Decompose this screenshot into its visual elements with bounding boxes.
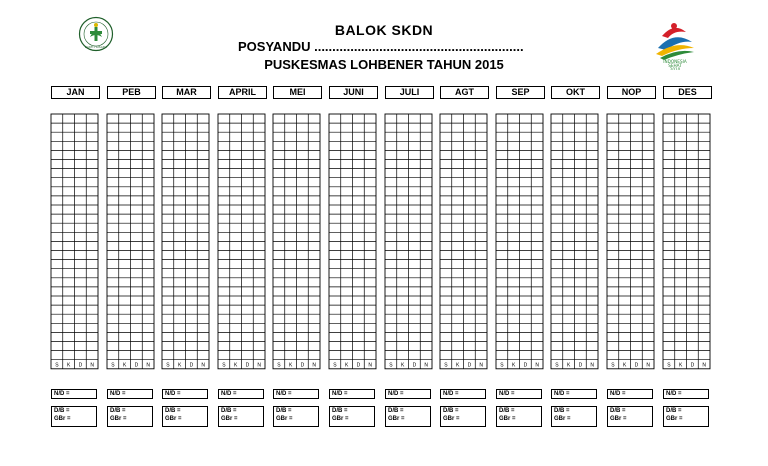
skdn-label: K: [566, 362, 571, 369]
skdn-label: S: [277, 362, 281, 369]
month-grid-jan: [51, 114, 98, 369]
nd-field: N/D =: [496, 389, 542, 399]
skdn-label: K: [344, 362, 349, 369]
skdn-label: D: [467, 362, 472, 369]
skdn-label: S: [667, 362, 671, 369]
nd-field: N/D =: [273, 389, 319, 399]
db-label: D/B =: [54, 408, 70, 414]
skdn-label: N: [479, 362, 483, 369]
gbr-label: GBr =: [221, 416, 238, 422]
month-grid-sep: [496, 114, 543, 369]
db-label: D/B =: [110, 408, 126, 414]
month-header-mar: MAR: [162, 86, 211, 99]
nd-field: N/D =: [385, 389, 431, 399]
document-subtitle: PUSKESMAS LOHBENER TAHUN 2015: [264, 57, 504, 72]
skdn-label: D: [356, 362, 361, 369]
month-header-peb: PEB: [107, 86, 156, 99]
gbr-label: GBr =: [165, 416, 182, 422]
skdn-label: K: [233, 362, 238, 369]
month-grid-mar: [162, 114, 209, 369]
gbr-label: GBr =: [332, 416, 349, 422]
svg-text:INDONESIA: INDONESIA: [663, 59, 687, 64]
month-grid-nop: [607, 114, 654, 369]
skdn-label: D: [134, 362, 139, 369]
month-grid-juli: [385, 114, 432, 369]
nd-field: N/D =: [329, 389, 375, 399]
skdn-label: K: [66, 362, 71, 369]
skdn-label: S: [222, 362, 226, 369]
nd-field: N/D =: [440, 389, 486, 399]
month-header-des: DES: [663, 86, 712, 99]
month-header-juli: JULI: [385, 86, 434, 99]
skdn-label: N: [257, 362, 261, 369]
gbr-label: GBr =: [388, 416, 405, 422]
skdn-label: S: [555, 362, 559, 369]
month-header-agt: AGT: [440, 86, 489, 99]
gbr-label: GBr =: [54, 416, 71, 422]
db-label: D/B =: [221, 408, 237, 414]
db-label: D/B =: [554, 408, 570, 414]
skdn-label: N: [146, 362, 150, 369]
month-grid-okt: [551, 114, 598, 369]
month-header-mei: MEI: [273, 86, 322, 99]
month-header-sep: SEP: [496, 86, 545, 99]
nd-field: N/D =: [162, 389, 208, 399]
month-grid-des: [663, 114, 710, 369]
skdn-label: S: [500, 362, 504, 369]
month-grid-agt: [440, 114, 487, 369]
gbr-label: GBr =: [443, 416, 460, 422]
skdn-label: S: [389, 362, 393, 369]
month-header-jan: JAN: [51, 86, 100, 99]
nd-field: N/D =: [51, 389, 97, 399]
posyandu-line: POSYANDU ..........................................................: [238, 39, 524, 54]
svg-text:2010: 2010: [669, 67, 681, 70]
skdn-label: N: [535, 362, 539, 369]
skdn-label: D: [523, 362, 528, 369]
skdn-label: S: [611, 362, 615, 369]
gbr-label: GBr =: [110, 416, 127, 422]
skdn-label: N: [368, 362, 372, 369]
db-label: D/B =: [666, 408, 682, 414]
skdn-label: N: [201, 362, 205, 369]
skdn-label: K: [400, 362, 405, 369]
skdn-label: S: [166, 362, 170, 369]
skdn-label: N: [590, 362, 594, 369]
skdn-label: D: [189, 362, 194, 369]
skdn-label: D: [578, 362, 583, 369]
skdn-label: N: [702, 362, 706, 369]
skdn-label: S: [111, 362, 115, 369]
nd-field: N/D =: [107, 389, 153, 399]
skdn-label: S: [333, 362, 337, 369]
nd-field: N/D =: [551, 389, 597, 399]
month-header-okt: OKT: [551, 86, 600, 99]
skdn-label: K: [288, 362, 293, 369]
month-grid-peb: [107, 114, 154, 369]
skdn-label: K: [678, 362, 683, 369]
nd-field: N/D =: [218, 389, 264, 399]
db-label: D/B =: [388, 408, 404, 414]
skdn-label: K: [177, 362, 182, 369]
skdn-label: D: [690, 362, 695, 369]
skdn-label: D: [300, 362, 305, 369]
db-label: D/B =: [165, 408, 181, 414]
document-title: BALOK SKDN: [334, 22, 434, 38]
skdn-label: S: [55, 362, 59, 369]
skdn-label: N: [90, 362, 94, 369]
skdn-label: N: [312, 362, 316, 369]
month-grid-mei: [273, 114, 320, 369]
nd-field: N/D =: [607, 389, 653, 399]
skdn-label: N: [646, 362, 650, 369]
skdn-label: S: [444, 362, 448, 369]
db-label: D/B =: [276, 408, 292, 414]
svg-text:SEHAT: SEHAT: [668, 63, 682, 68]
gbr-label: GBr =: [666, 416, 683, 422]
skdn-label: D: [78, 362, 83, 369]
month-grid-juni: [329, 114, 376, 369]
gbr-label: GBr =: [554, 416, 571, 422]
gbr-label: GBr =: [610, 416, 627, 422]
skdn-label: N: [424, 362, 428, 369]
skdn-label: D: [412, 362, 417, 369]
db-label: D/B =: [443, 408, 459, 414]
month-header-juni: JUNI: [329, 86, 378, 99]
db-label: D/B =: [499, 408, 515, 414]
skdn-label: D: [634, 362, 639, 369]
svg-text:BAKTI HUSADA: BAKTI HUSADA: [84, 45, 108, 49]
db-label: D/B =: [610, 408, 626, 414]
skdn-label: K: [455, 362, 460, 369]
gbr-label: GBr =: [499, 416, 516, 422]
gbr-label: GBr =: [276, 416, 293, 422]
skdn-label: K: [122, 362, 127, 369]
month-header-april: APRIL: [218, 86, 267, 99]
db-label: D/B =: [332, 408, 348, 414]
skdn-label: K: [511, 362, 516, 369]
month-header-nop: NOP: [607, 86, 656, 99]
skdn-label: D: [245, 362, 250, 369]
nd-field: N/D =: [663, 389, 709, 399]
month-grid-april: [218, 114, 265, 369]
skdn-label: K: [622, 362, 627, 369]
